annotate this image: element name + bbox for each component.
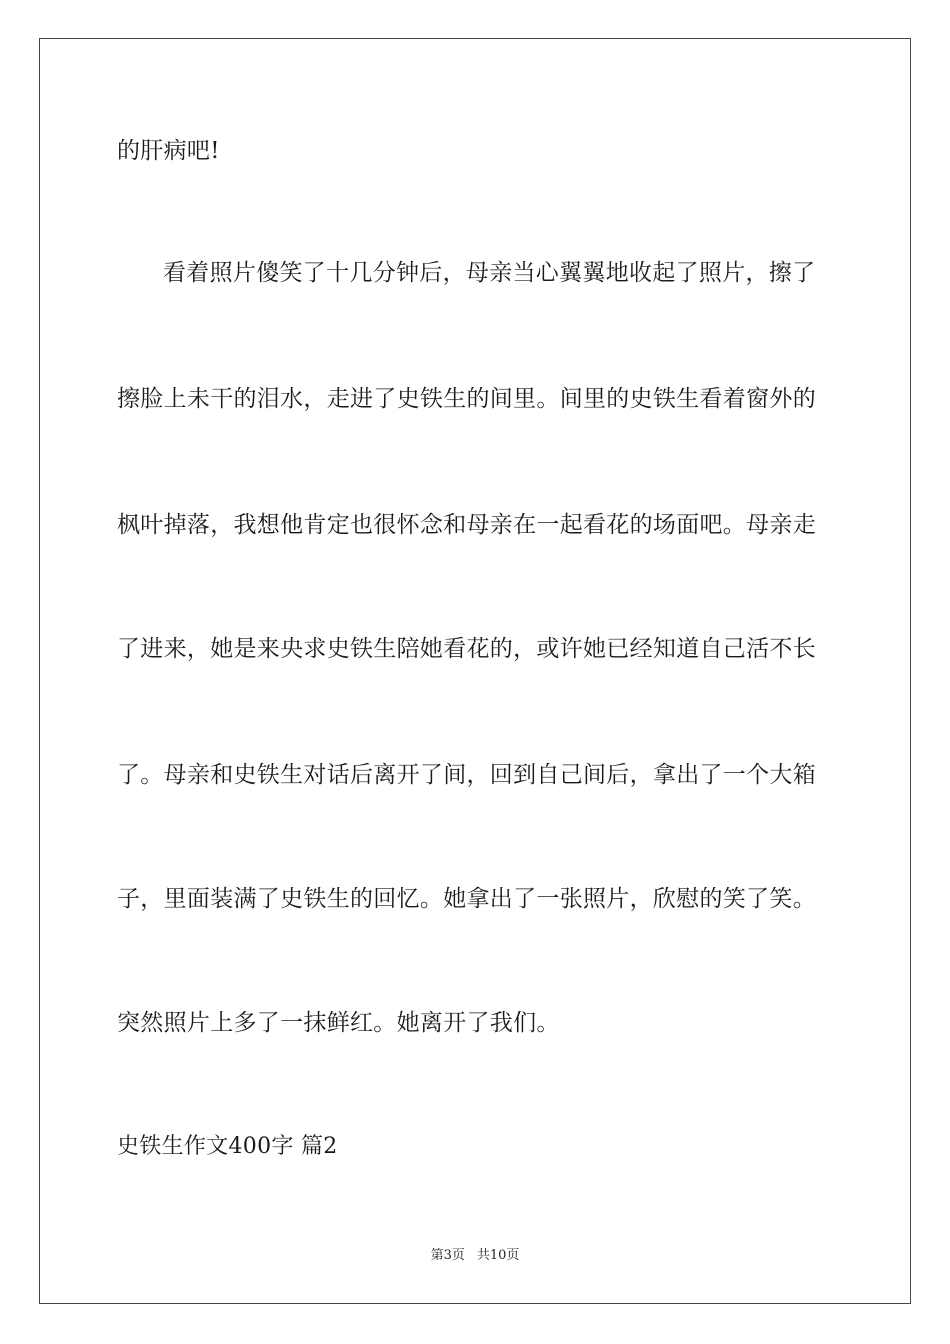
paragraph-line-4: 枫叶掉落，我想他肯定也很怀念和母亲在一起看花的场面吧。母亲走 (117, 512, 816, 538)
section-heading: 史铁生作文400字 篇2 (117, 1134, 338, 1159)
paragraph-line-7: 子，里面装满了史铁生的回忆。她拿出了一张照片，欣慰的笑了笑。 (117, 886, 816, 912)
paragraph-line-1: 的肝病吧! (117, 138, 220, 164)
paragraph-line-3: 擦脸上未干的泪水，走进了史铁生的间里。间里的史铁生看着窗外的 (117, 386, 816, 412)
paragraph-line-6: 了。母亲和史铁生对话后离开了间，回到自己间后，拿出了一个大箱 (117, 762, 816, 788)
page-number-current: 第3页 (430, 1248, 465, 1263)
page-border (39, 38, 911, 1304)
paragraph-line-5: 了进来，她是来央求史铁生陪她看花的，或许她已经知道自己活不长 (117, 636, 816, 662)
page-footer (0, 1246, 950, 1266)
page-number-total: 共10页 (476, 1248, 520, 1263)
paragraph-line-8: 突然照片上多了一抹鲜红。她离开了我们。 (117, 1010, 560, 1036)
paragraph-line-2: 看着照片傻笑了十几分钟后，母亲当心翼翼地收起了照片，擦了 (163, 260, 816, 286)
